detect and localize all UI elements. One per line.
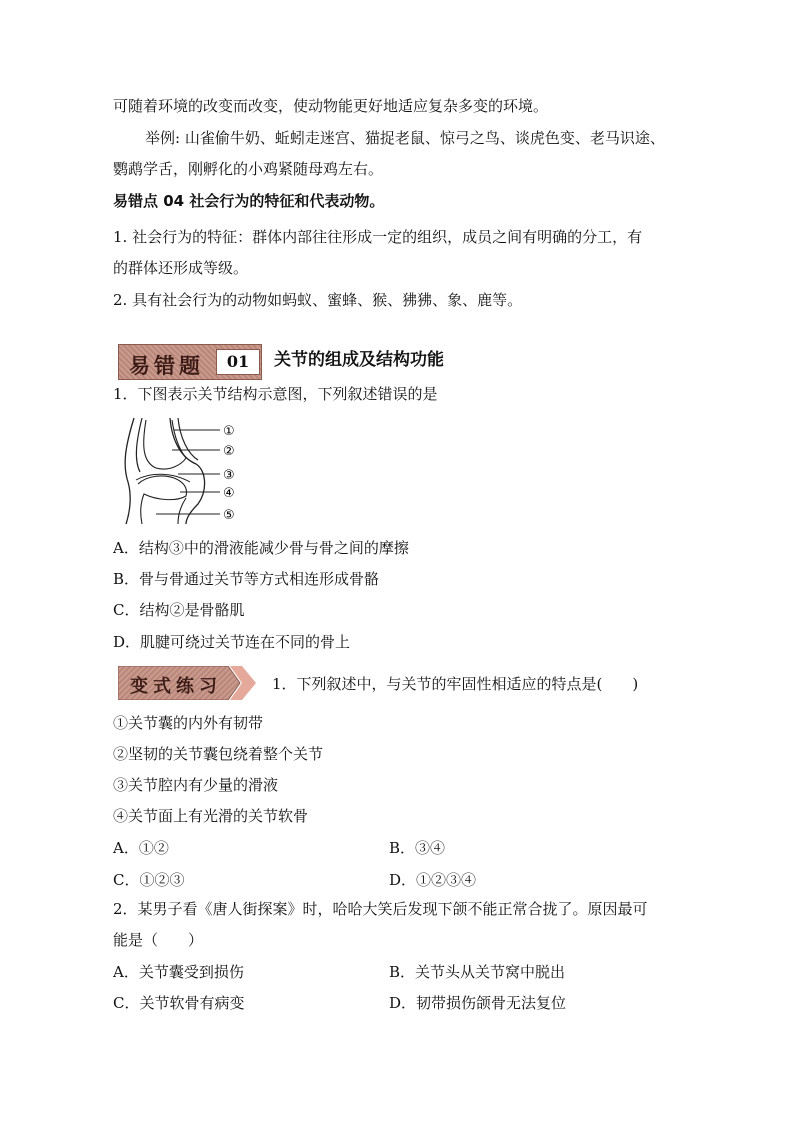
text-line: 1. 社会行为的特征：群体内部往往形成一定的组织，成员之间有明确的分工，有 [113, 228, 643, 246]
question-stem: 能是（ ） [113, 931, 204, 949]
option-d: D．肌腱可绕过关节连在不同的骨上 [113, 633, 351, 651]
banner-label: 变式练习 [130, 676, 222, 697]
list-item: ②坚韧的关节囊包绕着整个关节 [113, 745, 324, 763]
diagram-label: ① [223, 424, 235, 439]
list-item: ③关节腔内有少量的滑液 [113, 776, 279, 794]
banner-title: 关节的组成及结构功能 [274, 350, 444, 370]
option-b: B．③④ [389, 839, 446, 857]
option-c: C．①②③ [113, 871, 185, 889]
section-heading: 易错点 04 社会行为的特征和代表动物。 [113, 192, 385, 210]
text-line: 举例: 山雀偷牛奶、蚯蚓走迷宫、猫捉老鼠、惊弓之鸟、谈虎色变、老马识途、 [145, 129, 665, 147]
error-question-banner [118, 344, 262, 380]
list-item: ①关节囊的内外有韧带 [113, 714, 264, 732]
diagram-label: ② [223, 444, 235, 459]
option-d: D．①②③④ [389, 871, 477, 889]
question-stem: 2．某男子看《唐人街探案》时，哈哈大笑后发现下颌不能正常合拢了。原因最可 [113, 900, 648, 918]
banner-label: 易错题 [129, 353, 204, 378]
option-c: C．关节软骨有病变 [113, 994, 245, 1012]
option-a: A．①② [113, 839, 169, 857]
text-line: 鹦鹉学舌，刚孵化的小鸡紧随母鸡左右。 [113, 160, 384, 178]
question-stem: 1．下列叙述中，与关节的牢固性相适应的特点是( ) [272, 675, 639, 693]
joint-diagram-svg [116, 414, 246, 526]
joint-diagram [116, 414, 246, 526]
option-a: A．结构③中的滑液能减少骨与骨之间的摩擦 [113, 539, 409, 557]
text-line: 2. 具有社会行为的动物如蚂蚁、蜜蜂、猴、狒狒、象、鹿等。 [113, 291, 523, 309]
list-item: ④关节面上有光滑的关节软骨 [113, 807, 309, 825]
option-c: C．结构②是骨骼肌 [113, 601, 245, 619]
option-b: B．关节头从关节窝中脱出 [389, 963, 566, 981]
text-line: 的群体还形成等级。 [113, 259, 249, 277]
option-d: D．韧带损伤颌骨无法复位 [389, 994, 567, 1012]
text-line: 可随着环境的改变而改变，使动物能更好地适应复杂多变的环境。 [113, 97, 549, 115]
diagram-label: ⑤ [223, 508, 235, 523]
diagram-label: ④ [223, 486, 235, 501]
option-b: B．骨与骨通过关节等方式相连形成骨骼 [113, 570, 380, 588]
question-stem: 1．下图表示关节结构示意图，下列叙述错误的是 [113, 385, 438, 403]
banner-number: 01 [216, 349, 260, 375]
option-a: A．关节囊受到损伤 [113, 963, 244, 981]
diagram-label: ③ [223, 468, 235, 483]
variant-practice-banner [118, 666, 258, 700]
